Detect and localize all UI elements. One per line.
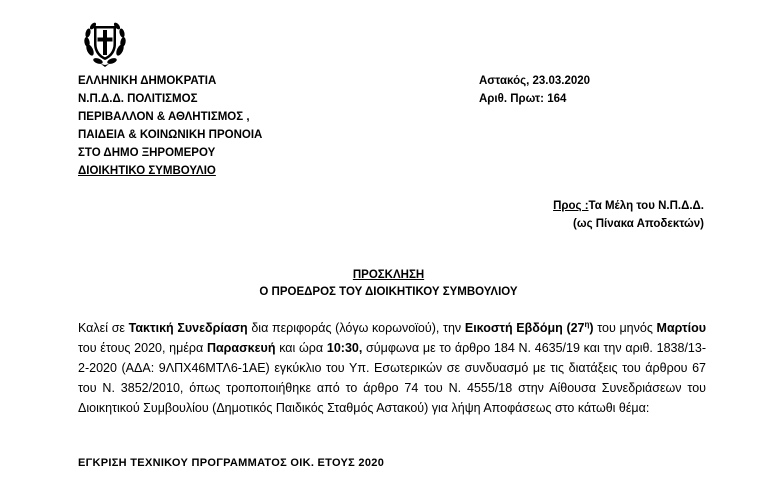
issuer-board: ΔΙΟΙΚΗΤΙΚΟ ΣΥΜΒΟΥΛΙΟ [78, 165, 216, 177]
issuer-line: ΠΕΡΙΒΑΛΛΟΝ & ΑΘΛΗΤΙΣΜΟΣ , [78, 111, 250, 123]
recipient-block [553, 197, 704, 233]
body-text: σύμφωνα με το άρθρο 184 Ν. 4635/19 και την αριθ. 1838/13-2-2020 (ΑΔΑ: 9ΛΠΧ46ΜΤΛ6-1ΑΕ) εγκύκλιο του Υπ. Εσωτερικών σε συνδυασμό με τις διατάξεις του άρθρου 67 του Ν. 3852/2010, όπως τροποποιήθηκε από το άρθρο 74 του Ν. 4555/18 στην Αίθουσα Συνεδριάσεων του Διοικητικού Συμβουλίου (Δημοτικός Παιδικός Σταθμός Αστακού) για λήψη Αποφάσεως στο κάτωθι θέμα: [78, 341, 706, 415]
body-text: δια περιφοράς (λόγω κορωνοϊού), την [247, 321, 465, 335]
recipient-label: Προς : [553, 200, 589, 212]
body-text: του έτους 2020, ημέρα [78, 341, 207, 355]
invitation-body [78, 318, 706, 418]
body-bold: Τακτική Συνεδρίαση [128, 321, 248, 335]
agenda-subject: ΕΓΚΡΙΣΗ ΤΕΧΝΙΚΟΥ ΠΡΟΓΡΑΜΜΑΤΟΣ ΟΙΚ. ΕΤΟΥΣ 2020 [78, 457, 385, 469]
invitation-title [0, 267, 777, 284]
document-meta [479, 72, 590, 108]
invitation-title-text: ΠΡΟΣΚΛΗΣΗ [352, 269, 425, 281]
recipient-to: Τα Μέλη του Ν.Π.Δ.Δ. [588, 200, 704, 212]
body-bold: Μαρτίου [656, 321, 706, 335]
body-text: Καλεί σε [78, 321, 129, 335]
recipient-note: (ως Πίνακα Αποδεκτών) [573, 218, 704, 230]
place-date: Αστακός, 23.03.2020 [479, 75, 591, 87]
body-bold: ) [589, 321, 594, 335]
body-bold: Παρασκευή [206, 341, 276, 355]
body-text: και ώρα [275, 341, 327, 355]
body-text: του μηνός [593, 321, 657, 335]
issuer-line: Ν.Π.Δ.Δ. ΠΟΛΙΤΙΣΜΟΣ [78, 93, 198, 105]
greek-coat-of-arms-icon [82, 20, 128, 68]
body-superscript: η [584, 319, 590, 329]
issuer-line: ΣΤΟ ΔΗΜΟ ΞΗΡΟΜΕΡΟΥ [78, 147, 216, 159]
issuer-block [78, 72, 262, 180]
body-bold: 10:30, [326, 341, 363, 355]
protocol-number: Αριθ. Πρωτ: 164 [479, 93, 567, 105]
issuer-line: ΕΛΛΗΝΙΚΗ ΔΗΜΟΚΡΑΤΙΑ [78, 75, 217, 87]
invitation-subtitle: Ο ΠΡΟΕΔΡΟΣ ΤΟΥ ΔΙΟΙΚΗΤΙΚΟΥ ΣΥΜΒΟΥΛΙΟΥ [259, 286, 518, 298]
issuer-line: ΠΑΙΔΕΙΑ & ΚΟΙΝΩΝΙΚΗ ΠΡΟΝΟΙΑ [78, 129, 263, 141]
body-bold: Εικοστή Εβδόμη (27 [464, 321, 585, 335]
